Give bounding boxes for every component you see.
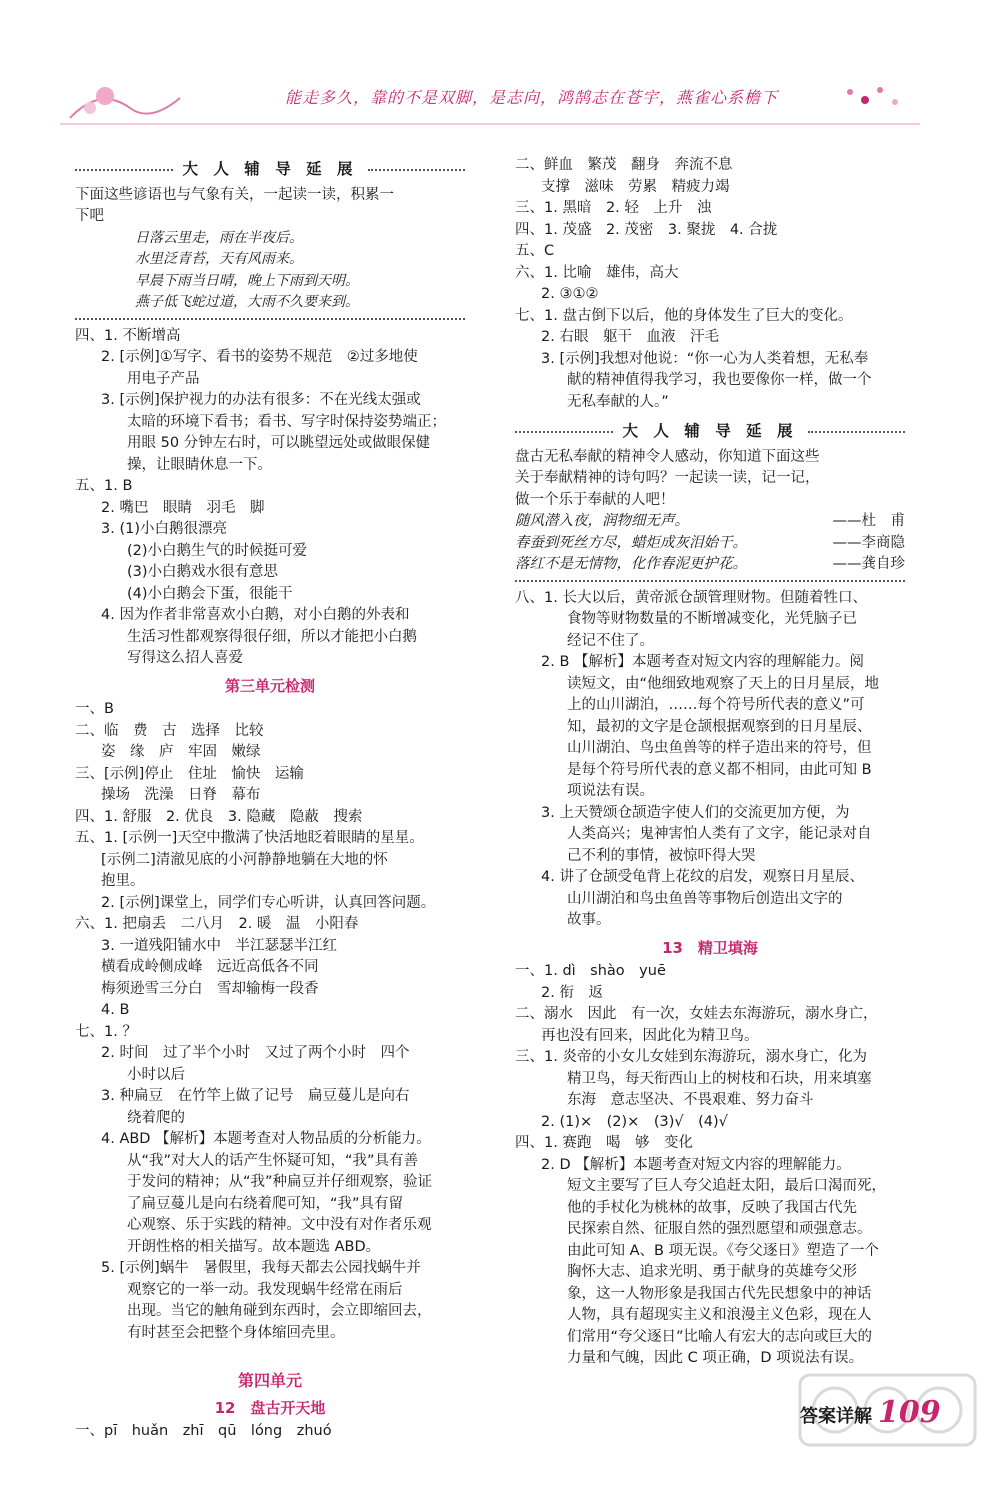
answer-line: 胸怀大志、追求光明、勇于献身的英雄夸父形 <box>567 1264 857 1280</box>
answer-block <box>75 699 465 1344</box>
answer-line: 抱里。 <box>101 873 145 889</box>
proverb-line: 早晨下雨当日晴，晚上下雨到天明。 <box>135 272 359 289</box>
answer-line: 开朗性格的相关描写。故本题选 ABD。 <box>127 1238 381 1255</box>
poem-row <box>515 533 905 555</box>
answer-line: 七、1. 盘古倒下以后，他的身体发生了巨大的变化。 <box>515 307 853 324</box>
ext-intro-line: 盘古无私奉献的精神令人感动，你知道下面这些 <box>515 448 820 465</box>
answer-line: [示例二]清澈见底的小河静静地躺在大地的怀 <box>101 851 388 868</box>
ext-heading: 大 人 辅 导 延 展 <box>75 159 465 181</box>
answer-line: 生活习性都观察得很仔细，所以才能把小白鹅 <box>127 628 417 645</box>
answer-line: 四、1. 赛跑 喝 够 变化 <box>515 1135 693 1151</box>
answer-line: 山川湖泊和鸟虫鱼兽等事物后创造出文字的 <box>567 890 843 907</box>
answer-line: 八、1. 长大以后，黄帝派仓颉管理财物。但随着牲口、 <box>515 589 867 606</box>
answer-line: 经记不住了。 <box>567 632 654 649</box>
header-motto: 能走多久，靠的不是双脚，是志向，鸿鹄志在苍宇，燕雀心系檐下 <box>285 88 779 107</box>
answer-line: 2. 嘴巴 眼睛 羽毛 脚 <box>101 499 265 516</box>
answer-line: (3)小白鹅戏水很有意思 <box>127 564 279 580</box>
ext-intro-line: 下吧 <box>75 208 104 224</box>
answer-line: 己不利的事情，被惊吓得大哭 <box>567 847 756 864</box>
answer-line: 精卫鸟，每天衔西山上的树枝和石块，用来填塞 <box>567 1070 872 1087</box>
poem-row <box>515 554 905 576</box>
right-column <box>515 155 905 1370</box>
answer-line: 3. 上天赞颂仓颉造字使人们的交流更加方便，为 <box>541 804 850 821</box>
answer-line: 三、[示例]停止 住址 愉快 运输 <box>75 765 304 782</box>
left-column <box>75 155 465 1443</box>
answer-line: 2. [示例]①写字、看书的姿势不规范 ②过多地使 <box>101 349 418 365</box>
answer-line: 观察它的一举一动。我发现蜗牛经常在雨后 <box>127 1281 403 1298</box>
answer-line: 于发问的精神；从“我”种扁豆并仔细观察，验证 <box>127 1174 433 1190</box>
answer-line: 4. 讲了仓颉受龟背上花纹的启发，观察日月星辰、 <box>541 869 864 885</box>
answer-line: 太暗的环境下看书；看书、写字时保持姿势端正； <box>127 413 446 430</box>
answer-line: 一、1. dì shào yuē <box>515 963 666 979</box>
answer-line: 他的手杖化为桃林的故事，反映了我国古代先 <box>567 1199 857 1216</box>
poem-author: ——李商隐 <box>832 534 905 551</box>
answer-line: 五、1. [示例一]天空中撒满了快活地眨着眼睛的星星。 <box>75 830 424 846</box>
answer-line: 了扁豆蔓儿是向右绕着爬可知，“我”具有留 <box>127 1195 404 1212</box>
answer-line: 2. D 【解析】本题考查对短文内容的理解能力。 <box>541 1156 851 1173</box>
poem-author: ——杜 甫 <box>832 513 905 529</box>
answer-line: 无私奉献的人。” <box>567 393 669 410</box>
answer-line: 从“我”对大人的话产生怀疑可知，“我”具有善 <box>127 1152 419 1169</box>
answer-line: 七、1. ？ <box>75 1023 137 1040</box>
answer-line: 姿 缘 庐 牢固 嫩绿 <box>101 744 261 760</box>
answer-line: (4)小白鹅会下蛋，很能干 <box>127 585 293 602</box>
answer-line: 项说法有误。 <box>567 783 654 799</box>
answer-block <box>75 1421 465 1443</box>
answer-line: 四、1. 不断增高 <box>75 327 181 344</box>
answer-line: 读短文，由“他细致地观察了天上的日月星辰，地 <box>567 675 880 692</box>
answer-line: 二、临 费 古 选择 比较 <box>75 722 264 739</box>
answer-line: 短文主要写了巨人夸父追赶太阳，最后口渴而死， <box>567 1178 886 1194</box>
answer-line: 2. [示例]课堂上，同学们专心听讲，认真回答问题。 <box>101 894 436 911</box>
answer-line: 知，最初的文字是仓颉根据观察到的日月星辰、 <box>567 718 872 735</box>
answer-line: 食物等财物数量的不断增减变化，光凭脑子已 <box>567 611 857 627</box>
answer-line: 2. 衔 返 <box>541 984 603 1001</box>
answer-line: 3. 一道残阳铺水中 半江瑟瑟半江红 <box>101 937 337 954</box>
page-footer <box>800 1395 941 1430</box>
ext-intro-line: 下面这些谚语也与气象有关，一起读一读，积累一 <box>75 186 394 203</box>
proverb-line: 日落云里走，雨在半夜后。 <box>135 229 303 246</box>
answer-line: 三、1. 黑暗 2. 轻 上升 浊 <box>515 200 712 216</box>
answer-line: 五、1. B <box>75 478 133 494</box>
answer-line: 2. 时间 过了半个小时 又过了两个小时 四个 <box>101 1045 410 1061</box>
answer-line: 写得这么招人喜爱 <box>127 650 243 666</box>
answer-line: 四、1. 舒服 2. 优良 3. 隐藏 隐蔽 搜索 <box>75 808 363 825</box>
proverb-line: 水里泛青苔，天有风雨来。 <box>135 251 303 267</box>
poem-line: 落红不是无情物，化作春泥更护花。 <box>515 556 747 572</box>
answer-line: 献的精神值得我学习，我也要像你一样，做一个 <box>567 372 872 388</box>
answer-line: 操，让眼睛休息一下。 <box>127 456 272 473</box>
answer-block <box>75 326 465 670</box>
answer-line: 力量和气魄，因此 C 项正确，D 项说法有误。 <box>567 1350 864 1366</box>
answer-line: 2. 右眼 躯干 血液 汗毛 <box>541 329 719 345</box>
answer-line: 用电子产品 <box>127 370 200 387</box>
poem-row <box>515 511 905 533</box>
answer-line: 故事。 <box>567 912 611 928</box>
answer-line: 3. (1)小白鹅很漂亮 <box>101 521 227 537</box>
answer-line: 4. ABD 【解析】本题考查对人物品质的分析能力。 <box>101 1131 431 1147</box>
answer-line: 们常用“夸父逐日”比喻人有宏大的志向或巨大的 <box>567 1328 873 1345</box>
answer-line: 4. 因为作者非常喜欢小白鹅，对小白鹅的外表和 <box>101 607 410 623</box>
answer-line: 心观察、乐于实践的精神。文中没有对作者乐观 <box>127 1217 432 1233</box>
answer-line: 2. (1)× (2)× (3)√ (4)√ <box>541 1113 728 1130</box>
answer-line: 五、C <box>515 243 555 259</box>
answer-line: 六、1. 把扇丢 二八月 2. 暖 温 小阳春 <box>75 916 359 932</box>
ext-heading: 大 人 辅 导 延 展 <box>515 421 905 443</box>
lesson-title: 12 盘古开天地 <box>214 1398 326 1417</box>
answer-line: 操场 洗澡 日脊 幕布 <box>101 787 261 803</box>
poem-line: 随风潜入夜，润物细无声。 <box>515 513 689 529</box>
answer-line: 六、1. 比喻 雄伟，高大 <box>515 264 679 281</box>
answer-block <box>515 155 905 413</box>
answer-line: 由此可知 A、B 项无误。《夸父逐日》塑造了一个 <box>567 1242 879 1259</box>
poem-list <box>515 511 905 576</box>
poem-line: 春蚕到死丝方尽，蜡炬成灰泪始干。 <box>515 534 747 551</box>
answer-line: 三、1. 炎帝的小女儿女娃到东海游玩，溺水身亡，化为 <box>515 1049 867 1065</box>
answer-line: 上的山川湖泊，……每个符号所代表的意义”可 <box>567 697 865 713</box>
answer-line: 二、溺水 因此 有一次，女娃去东海游玩，溺水身亡， <box>515 1006 878 1022</box>
ext-intro-line: 关于奉献精神的诗句吗？一起读一读，记一记， <box>515 470 820 486</box>
answer-line: 3. 种扁豆 在竹竿上做了记号 扁豆蔓儿是向右 <box>101 1088 410 1104</box>
answer-line: 是每个符号所代表的意义都不相同，由此可知 B <box>567 761 872 778</box>
answer-line: 梅须逊雪三分白 雪却输梅一段香 <box>101 980 319 997</box>
answer-line: 人物，具有超现实主义和浪漫主义色彩，现在人 <box>567 1307 872 1323</box>
answer-line: 2. ③①② <box>541 286 599 302</box>
answer-line: 民探索自然、征服自然的强烈愿望和顽强意志。 <box>567 1221 872 1237</box>
answer-line: 5. [示例]蜗牛 暑假里，我每天都去公园找蜗牛并 <box>101 1260 421 1276</box>
answer-line: 再也没有回来，因此化为精卫鸟。 <box>541 1027 759 1044</box>
answer-line: (2)小白鹅生气的时候挺可爱 <box>127 542 308 559</box>
lesson-title: 13 精卫填海 <box>662 938 758 957</box>
answer-line: 四、1. 茂盛 2. 茂密 3. 聚拢 4. 合拢 <box>515 221 778 238</box>
poem-author: ——龚自珍 <box>832 556 905 572</box>
footer-label: 答案详解 <box>800 1406 872 1427</box>
answer-line: 绕着爬的 <box>127 1109 185 1126</box>
unit-title: 第四单元 <box>237 1371 302 1390</box>
page-number: 109 <box>878 1395 941 1430</box>
answer-line: 支撑 滋味 劳累 精疲力竭 <box>541 178 730 195</box>
answer-line: 有时甚至会把整个身体缩回壳里。 <box>127 1324 345 1341</box>
answer-line: 出现。当它的触角碰到东西时，会立即缩回去， <box>127 1303 432 1319</box>
answer-line: 一、pī huǎn zhī qū lóng zhuó <box>75 1423 332 1439</box>
answer-line: 3. [示例]我想对他说：“你一心为人类着想，无私奉 <box>541 350 869 367</box>
answer-line: 东海 意志坚决、不畏艰难、努力奋斗 <box>567 1092 814 1108</box>
answer-line: 一、B <box>75 701 114 717</box>
answer-line: 3. [示例]保护视力的办法有很多：不在光线太强或 <box>101 392 421 408</box>
answer-line: 二、鲜血 繁茂 翻身 奔流不息 <box>515 157 733 173</box>
ext-intro-line: 做一个乐于奉献的人吧！ <box>515 491 675 508</box>
section-divider <box>75 318 465 320</box>
answer-line: 人类高兴；鬼神害怕人类有了文字，能记录对自 <box>567 826 872 842</box>
answer-line: 象，这一人物形象是我国古代先民想象中的神话 <box>567 1285 872 1302</box>
proverb-line: 燕子低飞蛇过道，大雨不久要来到。 <box>135 294 359 310</box>
answer-line: 2. B 【解析】本题考查对短文内容的理解能力。阅 <box>541 654 864 670</box>
answer-block <box>515 588 905 932</box>
section-title: 第三单元检测 <box>224 676 315 695</box>
answer-line: 用眼 50 分钟左右时，可以眺望远处或做眼保健 <box>127 435 431 451</box>
answer-block <box>515 961 905 1370</box>
section-divider <box>515 580 905 582</box>
answer-line: 小时以后 <box>127 1066 185 1083</box>
answer-line: 4. B <box>101 1002 130 1018</box>
answer-line: 横看成岭侧成峰 远近高低各不同 <box>101 959 319 975</box>
answer-line: 山川湖泊、鸟虫鱼兽等的样子造出来的符号，但 <box>567 740 872 756</box>
